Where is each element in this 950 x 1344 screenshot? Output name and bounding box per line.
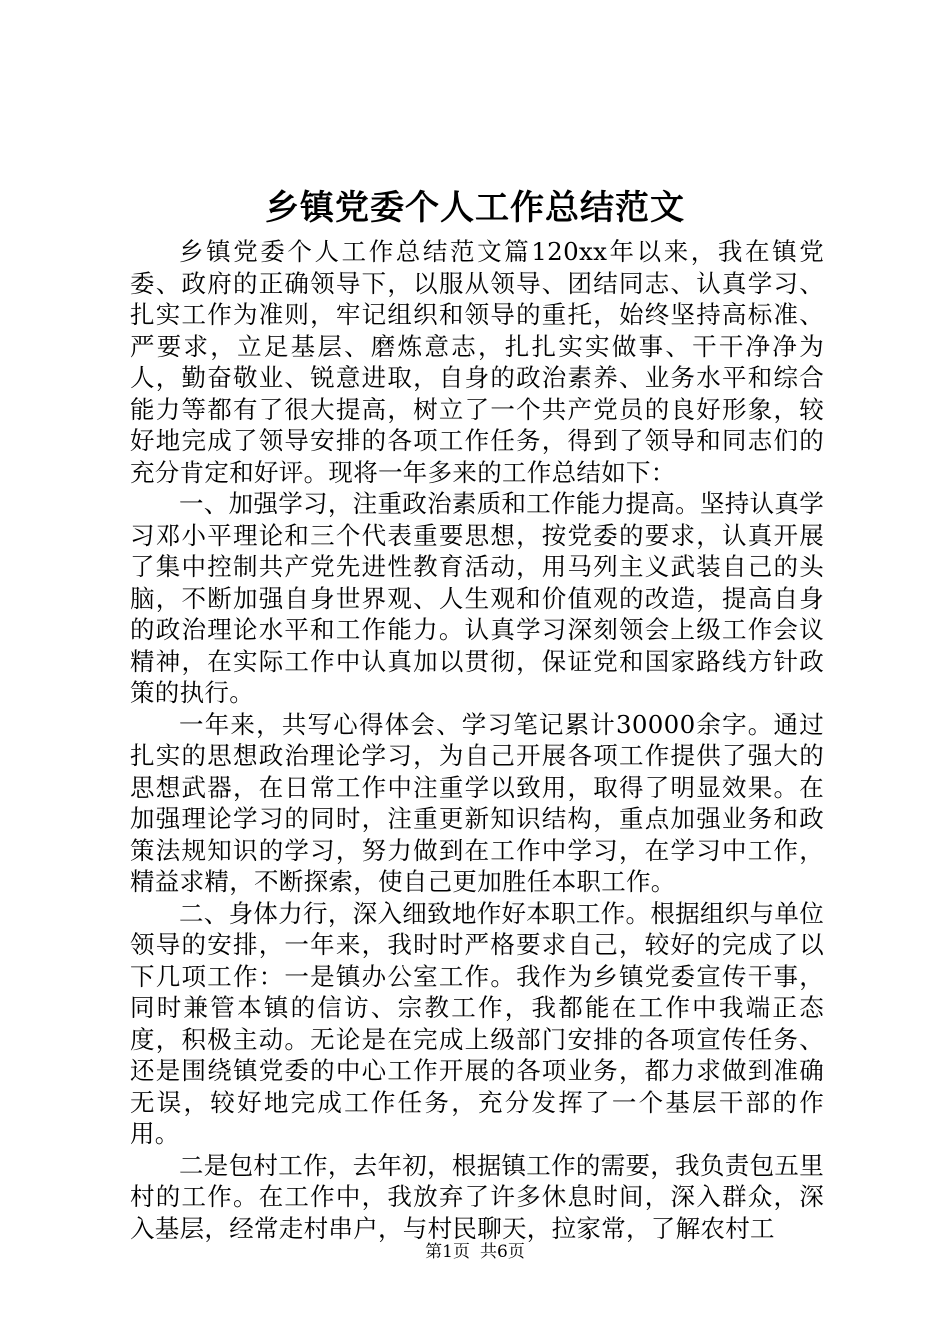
document-title: 乡镇党委个人工作总结范文 <box>265 188 685 228</box>
page-footer <box>0 1240 950 1264</box>
page-total: 共6页 <box>480 1242 525 1262</box>
paragraph-5: 二是包村工作，去年初，根据镇工作的需要，我负责包五里村的工作。在工作中，我放弃了许多休息时间，深入群众，深入基层，经常走村串户，与村民聊天，拉家常，了解农村工 <box>130 1150 824 1243</box>
paragraph-3: 一年来，共写心得体会、学习笔记累计30000余字。通过扎实的思想政治理论学习，为自己开展各项工作提供了强大的思想武器，在日常工作中注重学以致用，取得了明显效果。在加强理论学习的同时，注重更新知识结构，重点加强业务和政策法规知识的学习，努力做到在工作中学习，在学习中工作，精益求精，不断探索，使自己更加胜任本职工作。 <box>130 709 824 896</box>
document-body <box>130 236 824 1244</box>
paragraph-4: 二、身体力行，深入细致地作好本职工作。根据组织与单位领导的安排，一年来，我时时严格要求自己，较好的完成了以下几项工作：一是镇办公室工作。我作为乡镇党委宣传干事，同时兼管本镇的信访、宗教工作，我都能在工作中我端正态度，积极主动。无论是在完成上级部门安排的各项宣传任务、还是围绕镇党委的中心工作开展的各项业务，都力求做到准确无误，较好地完成工作任务，充分发挥了一个基层干部的作用。 <box>130 898 824 1148</box>
paragraph-1: 乡镇党委个人工作总结范文篇120xx年以来，我在镇党委、政府的正确领导下，以服从领导、团结同志、认真学习、扎实工作为准则，牢记组织和领导的重托，始终坚持高标准、严要求，立足基层、磨炼意志，扎扎实实做事、干干净净为人，勤奋敬业、锐意进取，自身的政治素养、业务水平和综合能力等都有了很大提高，树立了一个共产党员的良好形象，较好地完成了领导安排的各项工作任务，得到了领导和同志们的充分肯定和好评。现将一年多来的工作总结如下： <box>130 237 824 487</box>
page-number: 第1页 <box>425 1242 470 1262</box>
paragraph-2: 一、加强学习，注重政治素质和工作能力提高。坚持认真学习邓小平理论和三个代表重要思想，按党委的要求，认真开展了集中控制共产党先进性教育活动，用马列主义武装自己的头脑，不断加强自身世界观、人生观和价值观的改造，提高自身的政治理论水平和工作能力。认真学习深刻领会上级工作会议精神，在实际工作中认真加以贯彻，保证党和国家路线方针政策的执行。 <box>130 489 824 707</box>
